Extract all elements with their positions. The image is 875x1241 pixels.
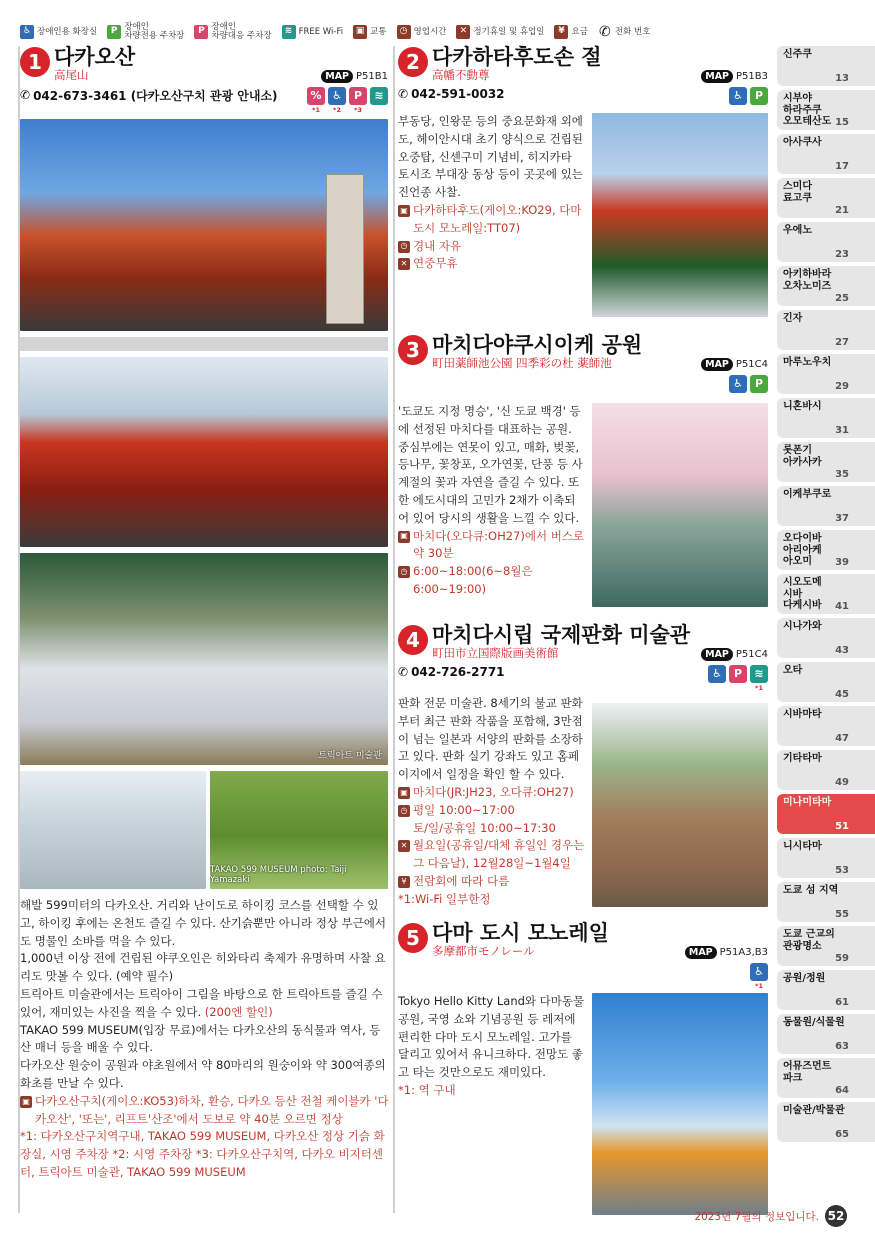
spot-description: '도쿄도 지정 명승', '신 도쿄 백경' 등에 선정된 마치다를 대표하는 공원. 중심부에는 연못이 있고, 매화, 벚꽃, 등나무, 꽃창포, 오가연꽃, 단풍 등 사계절의 꽃과 자연을 즐길 수 있다. 또한 에도시대의 고민가 2채가 이축되어 있어 당시의 생활을 느낄 수 있다. <box>398 403 583 525</box>
spot-yakushiike <box>398 334 770 624</box>
legend-item: ¥ 요금 <box>554 25 587 39</box>
spot-title: 마치다시립 국제판화 미술관 <box>432 623 691 647</box>
wheelchair-toilet-icon: ♿ <box>729 375 747 393</box>
spot-subtitle: 町田市立国際版画美術館 <box>432 646 559 661</box>
closed-info: ✕ 연중무휴 <box>398 255 586 273</box>
spot-number: 4 <box>398 625 428 655</box>
access-info: ▣ 다카하타후도(게이오:KO29, 다마도시 모노레일:TT07) <box>398 202 586 238</box>
sidebar-item-ueno[interactable]: 우에노 23 <box>777 222 875 262</box>
closed-info: ✕ 월요일(공휴일/대체 휴일인 경우는 그 다음날), 12월28일~1월4일 <box>398 837 586 873</box>
phone-icon: ✆ <box>599 23 611 40</box>
icon-legend <box>20 18 755 46</box>
clock-icon: ◷ <box>398 566 410 578</box>
spot-header <box>398 334 770 371</box>
spot-description: 판화 전문 미술관. 8세기의 불교 판화부터 최근 판화 작품을 포함해, 3만점이 넘는 일본과 서양의 판화를 소장하고 있다. 판화 실기 강좌도 있고 홈페이지에서 일정을 확인 할 수 있다. <box>398 695 583 782</box>
disabled-parking-icon: P <box>750 87 768 105</box>
spot-takao <box>20 46 390 1182</box>
clock-icon: ◷ <box>398 805 410 817</box>
stone-pillar <box>326 174 364 324</box>
map-reference: MAP P51A3,B3 <box>685 946 768 959</box>
closed-icon: ✕ <box>398 840 410 852</box>
sidebar-item-nishitama[interactable]: 니시타마 53 <box>777 838 875 878</box>
yen-icon: ¥ <box>398 876 410 888</box>
spot-subtitle: 多摩都市モノレール <box>432 944 535 959</box>
map-reference: MAP P51C4 <box>701 648 768 661</box>
phone-number: ✆ 042-673-3461 (다카오산구치 관광 안내소) <box>20 88 278 103</box>
facility-icons <box>708 665 768 692</box>
legend-item: ≋ FREE Wi-Fi <box>282 25 344 39</box>
sidebar-item-parks[interactable]: 공원/정원 61 <box>777 970 875 1010</box>
train-icon: ▣ <box>20 1096 32 1108</box>
spot-title: 마치다야쿠시이케 공원 <box>432 333 643 357</box>
yen-icon: ¥ <box>554 25 568 39</box>
wheelchair-toilet-icon: ♿ *2 <box>328 87 346 105</box>
legend-item: ✆ 전화 번호 <box>599 23 651 40</box>
sidebar-item-ginza[interactable]: 긴자 27 <box>777 310 875 350</box>
spot-subtitle: 高尾山 <box>54 68 89 83</box>
train-icon: ▣ <box>398 787 410 799</box>
hours-info: ◷ 평일 10:00~17:00 토/일/공휴일 10:00~17:30 <box>398 802 586 838</box>
legend-item: ◷ 영업시간 <box>397 25 447 39</box>
sakura-pond-photo <box>592 403 768 607</box>
middle-column <box>398 46 770 1215</box>
footnote: *1: 역 구내 <box>398 1082 456 1097</box>
art-museum-photo <box>592 703 768 907</box>
sidebar-item-asakusa[interactable]: 아사쿠사 17 <box>777 134 875 174</box>
clock-icon: ◷ <box>397 25 411 39</box>
sidebar-item-shinagawa[interactable]: 시나가와 43 <box>777 618 875 658</box>
map-reference: MAP P51B1 <box>321 70 388 83</box>
disabled-car-parking-icon: P <box>194 25 208 39</box>
disabled-parking-icon: P <box>107 25 121 39</box>
facility-icons <box>729 87 768 105</box>
map-reference: MAP P51B3 <box>701 70 768 83</box>
spot-monorail <box>398 922 770 1215</box>
access-info: ▣ 마치다(오다큐:OH27)에서 버스로 약 30분 <box>398 528 586 564</box>
spot-header <box>20 46 390 83</box>
legend-item: ♿ 장애인용 화장실 <box>20 25 97 39</box>
wheelchair-toilet-icon: ♿ *1 <box>750 963 768 981</box>
spot-header <box>398 46 770 83</box>
train-icon: ▣ <box>353 25 367 39</box>
sidebar-item-roppongi[interactable]: 롯폰기 아카사카 35 <box>777 442 875 482</box>
sidebar-item-amusement[interactable]: 어뮤즈먼트 파크 64 <box>777 1058 875 1098</box>
pagoda-photo <box>592 113 768 317</box>
legend-item: ▣ 교통 <box>353 25 386 39</box>
spot-header <box>398 624 770 661</box>
sidebar-item-kitatama[interactable]: 기타타마 49 <box>777 750 875 790</box>
temple-statue-photo <box>20 357 388 547</box>
spot-number: 5 <box>398 923 428 953</box>
trick-art-photo <box>20 553 388 765</box>
museum-599-photo <box>210 771 388 889</box>
hours-info: ◷ 6:00~18:00(6~8월은 6:00~19:00) <box>398 563 586 599</box>
access-info: ▣ 마치다(JR:JH23, 오다큐:OH27) <box>398 784 586 802</box>
spot-description: Tokyo Hello Kitty Land와 다마동물공원, 국영 쇼와 기념공원 등 레저에 편리한 다마 도시 모노레일. 고가를 달리고 있어서 유니크하다. 전망도 좋고 타는 것만으로도 재미있다. <box>398 993 585 1080</box>
spot-description: 해발 599미터의 다카오산. 거리와 난이도로 하이킹 코스를 선택할 수 있고, 하이킹 후에는 온천도 즐길 수 있다. 산기슭뿐만 아니라 정상 부근에서도 명물인 소바를 먹을 수 있다. 1,000년 이상 전에 건립된 야쿠오인은 히와타리 축제가 유명하며 사찰 요리도 맛볼 수 있다. (예약 필수) 트릭아트 미술관에서는 트릭아이 그림을 바탕으로 한 트릭아트를 즐길 수 있어, 재미있는 사진을 찍을 수 있다. (200엔 할인) TAKAO 599 MUSEUM(입장 무료)에서는 다카오산의 동식물과 역사, 등산 매너 등을 배울 수 있다. 다카오산 원숭이 공원과 야초원에서 약 80마리의 원숭이와 약 300여종의 화초를 만날 수 있다. ▣ 다카오산구치(게이오:KO53)하차, 환승, 다카오 등산 전철 케이블카 '다카오산', '또는', 리프트'산조'에서 도보로 약 40분 오르면 정상 *1: 다카오산구치역구내, TAKAO 599 MUSEUM, 다카오산 정상 기슭 화장실, 시영 주차장 *2: 시영 주차장 *3: 다카오산구치역, 다카오 비지터센터, 트릭아트 미술관, TAKAO 599 MUSEUM <box>20 897 390 1182</box>
sidebar-item-museums[interactable]: 미술관/박물관 65 <box>777 1102 875 1142</box>
spot-title: 다마 도시 모노레일 <box>432 921 609 945</box>
wheelchair-toilet-icon: ♿ <box>708 665 726 683</box>
spot-header <box>398 922 770 959</box>
sidebar-item-zoos[interactable]: 동물원/식물원 63 <box>777 1014 875 1054</box>
wifi-icon: ≋ *1 <box>750 665 768 683</box>
wheelchair-toilet-icon: ♿ <box>729 87 747 105</box>
map-badge: MAP <box>685 946 717 959</box>
page-footer <box>694 1205 847 1227</box>
footnotes: *1: 다카오산구치역구내, TAKAO 599 MUSEUM, 다카오산 정상 기슭 화장실, 시영 주차장 *2: 시영 주차장 *3: 다카오산구치역, 다카오 비지터센터, 트릭아트 미술관, TAKAO 599 MUSEUM <box>20 1129 385 1180</box>
phone-icon: ✆ <box>398 664 409 679</box>
closed-icon: ✕ <box>398 258 410 270</box>
phone-icon: ✆ <box>398 86 409 101</box>
spot-title: 다카오산 <box>54 45 136 69</box>
middle-rule <box>393 46 395 1213</box>
hours-info: ◷ 경내 자유 <box>398 238 586 256</box>
map-badge: MAP <box>701 70 733 83</box>
sidebar-item-marunouchi[interactable]: 마루노우치 29 <box>777 354 875 394</box>
sidebar-item-minamitama[interactable]: 미나미타마 51 <box>777 794 875 834</box>
price-info: ¥ 전람회에 따라 다름 <box>398 873 586 891</box>
spot-subtitle: 町田薬師池公園 四季彩の杜 薬師池 <box>432 356 612 371</box>
train-icon: ▣ <box>398 531 410 543</box>
phone-number: ✆ 042-726-2771 <box>398 664 505 679</box>
museum-interior-photo <box>20 771 206 889</box>
sidebar-item-akihabara[interactable]: 아키하바라 오차노미즈 25 <box>777 266 875 306</box>
legend-item: ✕ 정기휴일 및 휴업일 <box>456 25 544 39</box>
sidebar-item-shinjuku[interactable]: 신주쿠 13 <box>777 46 875 86</box>
spot-description: 부동당, 인왕문 등의 중요문화재 외에도, 헤이안시대 초기 양식으로 건립된 오중탑, 신센구미 기념비, 히지카타 토시조 부대장 동상 등이 곳곳에 있는 진언종 사찰. <box>398 113 583 200</box>
sidebar-item-ikebukuro[interactable]: 이케부쿠로 37 <box>777 486 875 526</box>
spot-number: 1 <box>20 47 50 77</box>
facility-icons <box>729 375 768 393</box>
map-badge: MAP <box>701 358 733 371</box>
spot-takahata <box>398 46 770 334</box>
phone-number: ✆ 042-591-0032 <box>398 86 505 101</box>
disabled-car-parking-icon: P <box>729 665 747 683</box>
wifi-icon: ≋ <box>282 25 296 39</box>
spot-number: 3 <box>398 335 428 365</box>
photo-caption: TAKAO 599 MUSEUM photo: Taiji Yamazaki <box>210 864 347 885</box>
spot-title: 다카하타후도손 절 <box>432 45 602 69</box>
legend-item: P 장애인 차량전용 주차장 <box>107 23 184 41</box>
phone-icon: ✆ <box>20 88 31 103</box>
photo-divider <box>20 337 388 351</box>
autumn-temple-photo <box>20 119 388 331</box>
area-index-sidebar <box>777 46 875 1146</box>
disabled-car-parking-icon: P *3 <box>349 87 367 105</box>
wheelchair-toilet-icon: ♿ <box>20 25 34 39</box>
sidebar-item-shibamata[interactable]: 시바마타 47 <box>777 706 875 746</box>
map-badge: MAP <box>321 70 353 83</box>
sidebar-item-ota[interactable]: 오타 45 <box>777 662 875 702</box>
train-icon: ▣ <box>398 205 410 217</box>
legend-item: P 장애인 차량대응 주차장 <box>194 23 271 41</box>
sidebar-item-shibuya[interactable]: 시부야 하라주쿠 오모테산도 15 <box>777 90 875 130</box>
footnote: *1:Wi-Fi 일부한정 <box>398 891 491 906</box>
sidebar-item-shiodome[interactable]: 시오도메 시바 다케시바 41 <box>777 574 875 614</box>
sidebar-item-suburbs[interactable]: 도쿄 근교의 관광명소 59 <box>777 926 875 966</box>
date-note: 2023년 7월의 정보입니다. <box>694 1210 819 1223</box>
wifi-icon: ≋ <box>370 87 388 105</box>
spot-number: 2 <box>398 47 428 77</box>
discount-icon: % *1 <box>307 87 325 105</box>
closed-icon: ✕ <box>456 25 470 39</box>
sidebar-item-nihonbashi[interactable]: 니혼바시 31 <box>777 398 875 438</box>
access-info: ▣ 다카오산구치(게이오:KO53)하차, 환승, 다카오 등산 전철 케이블카 '다카오산', '또는', 리프트'산조'에서 도보로 약 40분 오르면 정상 <box>20 1093 390 1129</box>
facility-icons <box>750 963 768 990</box>
page-number: 52 <box>825 1205 847 1227</box>
disabled-parking-icon: P <box>750 375 768 393</box>
map-reference: MAP P51C4 <box>701 358 768 371</box>
map-badge: MAP <box>701 648 733 661</box>
photo-caption: 트릭아트 미술관 <box>318 750 382 761</box>
spot-print-museum <box>398 624 770 922</box>
facility-icons <box>307 87 388 114</box>
sidebar-item-islands[interactable]: 도쿄 섬 지역 55 <box>777 882 875 922</box>
spot-subtitle: 高幡不動尊 <box>432 68 490 83</box>
monorail-photo <box>592 993 768 1215</box>
clock-icon: ◷ <box>398 241 410 253</box>
sidebar-item-odaiba[interactable]: 오다이바 아리아케 아오미 39 <box>777 530 875 570</box>
sidebar-item-sumida[interactable]: 스미다 료고쿠 21 <box>777 178 875 218</box>
